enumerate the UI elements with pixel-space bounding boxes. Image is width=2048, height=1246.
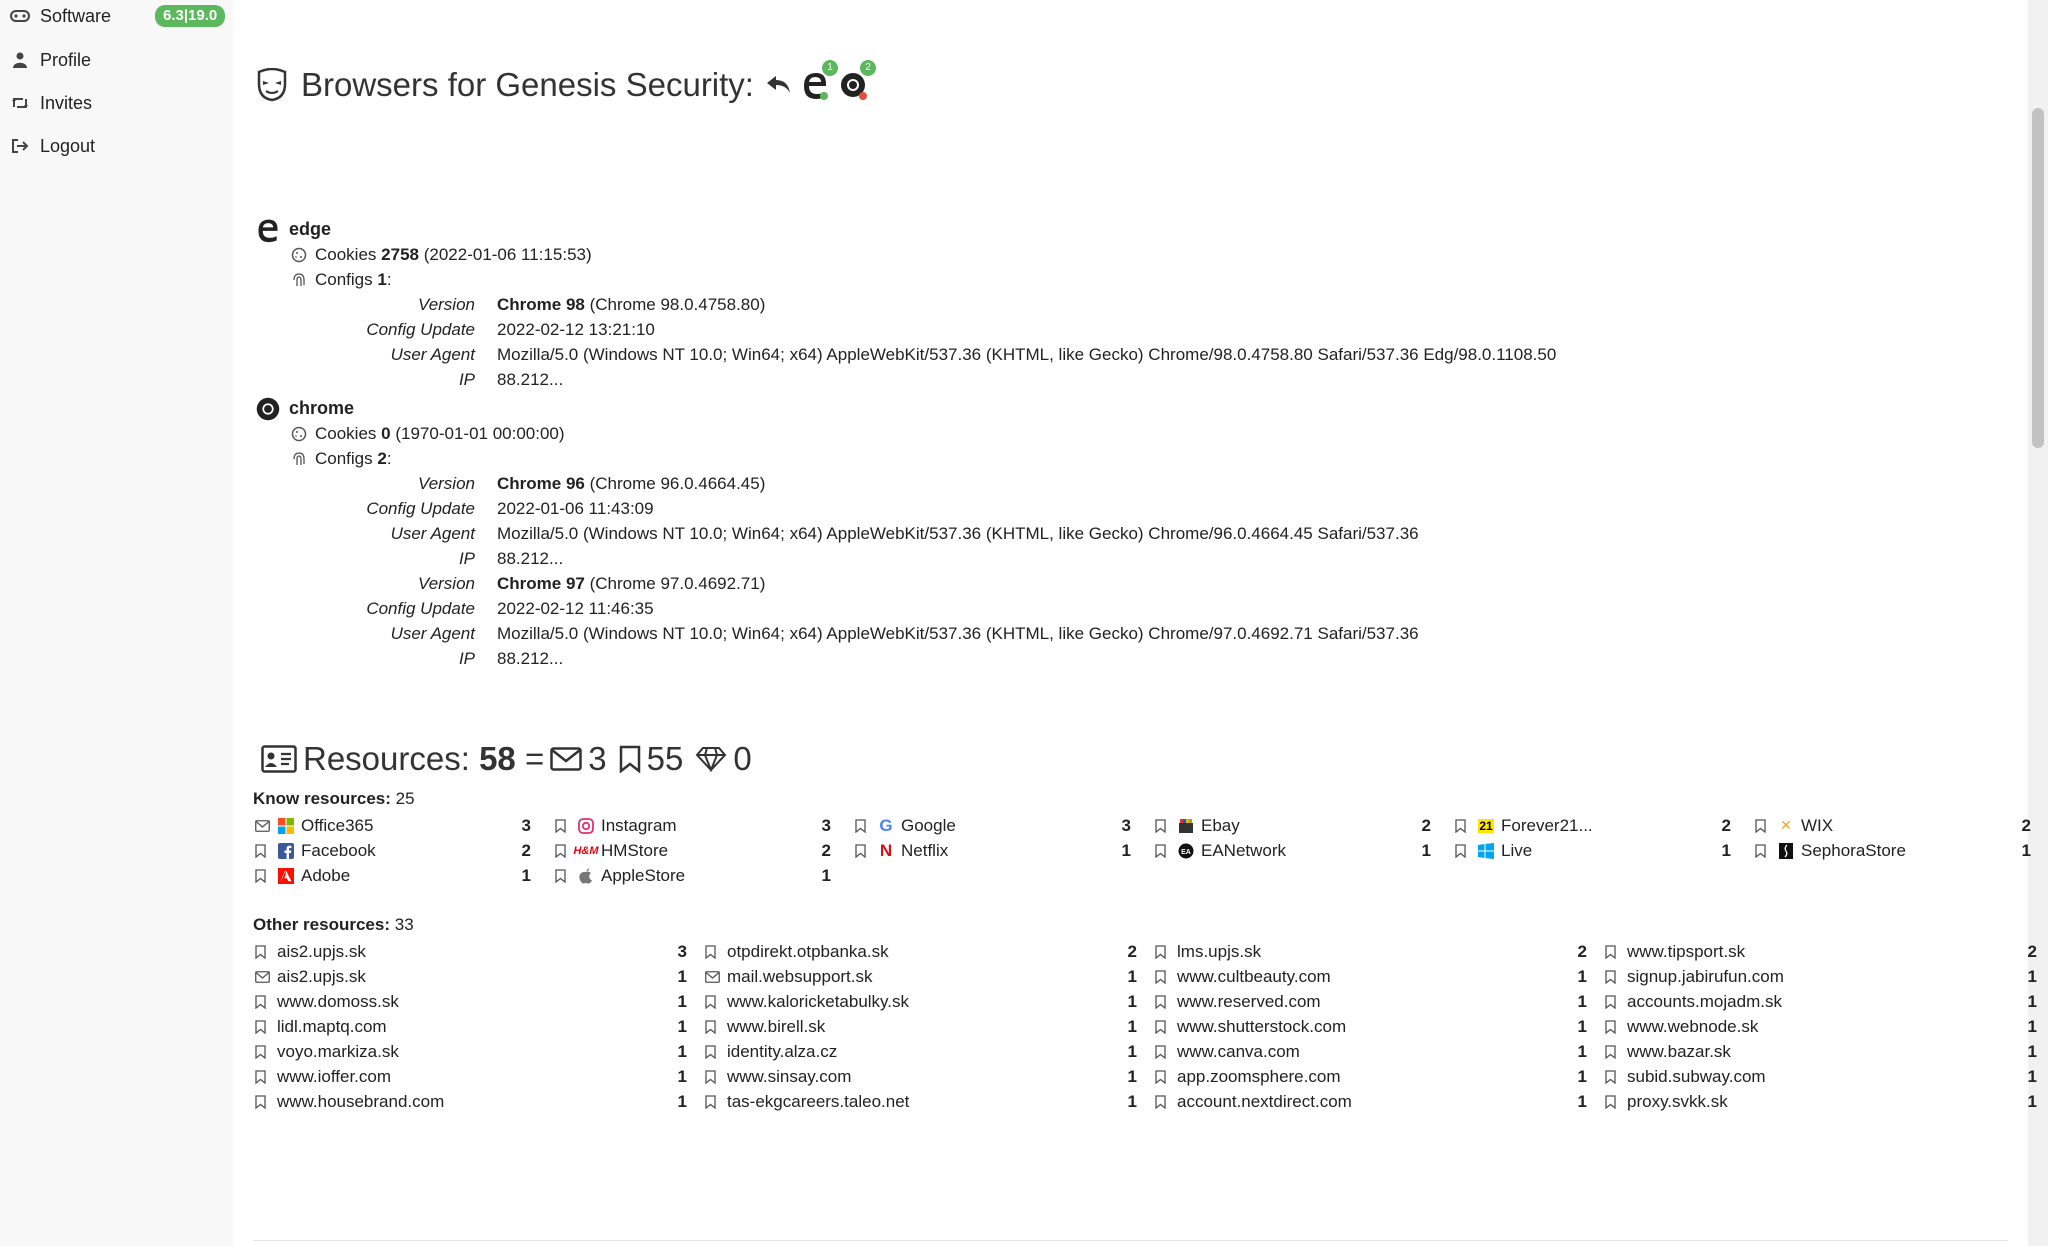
cookie-icon — [291, 247, 307, 263]
bookmark-icon — [1605, 970, 1627, 984]
resource-item[interactable] — [1605, 1039, 2048, 1064]
config-key: Config Update — [366, 319, 475, 339]
resource-item[interactable] — [1155, 1039, 1605, 1064]
known-label: Know resources: — [253, 789, 391, 808]
anonymous-mask-icon — [255, 68, 289, 102]
bookmark-icon — [1755, 844, 1777, 858]
ip-value: 88.212... — [497, 548, 564, 568]
cookies-label: Cookies — [315, 244, 377, 264]
resource-name[interactable]: voyo.markiza.sk — [277, 1041, 399, 1061]
page-title — [255, 60, 871, 110]
browser-section-edge — [255, 217, 1556, 392]
configs-line: Configs 2 : — [291, 446, 1419, 471]
resources-title — [255, 737, 752, 781]
bookmark-icon — [1605, 995, 1627, 1009]
resource-name[interactable]: Office365 — [301, 815, 374, 835]
resource-count: 1 — [1577, 1091, 1587, 1111]
configs-count: 1 — [377, 269, 387, 289]
sidebar-item-label: Software — [40, 5, 112, 26]
bookmark-icon — [705, 1070, 727, 1084]
resource-count: 1 — [677, 1041, 687, 1061]
resource-name[interactable]: EANetwork — [1201, 840, 1287, 860]
resource-name[interactable]: www.tipsport.sk — [1627, 941, 1746, 961]
sign-out-icon — [10, 136, 30, 156]
config-version: Chrome 96 — [497, 473, 585, 493]
bookmark-icon — [255, 995, 277, 1009]
bookmark-icon — [1605, 1070, 1627, 1084]
resource-count: 3 — [677, 941, 687, 961]
envelope-icon — [255, 971, 277, 983]
config-version-detail: (Chrome 97.0.4692.71) — [589, 573, 766, 593]
cookies-line — [291, 242, 1556, 267]
resource-count: 1 — [1127, 1066, 1137, 1086]
resource-name[interactable]: subid.subway.com — [1627, 1066, 1766, 1086]
resource-count: 1 — [1421, 840, 1431, 860]
bookmark-icon — [1155, 844, 1177, 858]
bookmark-icon — [1155, 945, 1177, 959]
browser-name — [255, 217, 1556, 242]
user-icon — [10, 50, 30, 70]
resource-count: 1 — [2027, 991, 2037, 1011]
resource-item[interactable] — [1605, 1089, 2048, 1114]
resources-label: Resources: — [303, 740, 470, 777]
apple-icon — [577, 867, 595, 885]
config-update-row — [255, 496, 1419, 521]
bookmark-icon — [1605, 1045, 1627, 1059]
ip-value: 88.212... — [497, 369, 564, 389]
resource-count: 2 — [521, 840, 531, 860]
resource-count: 2 — [1127, 941, 1137, 961]
resource-name[interactable]: www.bazar.sk — [1627, 1041, 1731, 1061]
bookmark-icon — [555, 869, 577, 883]
facebook-icon — [277, 842, 295, 860]
resource-count: 1 — [677, 991, 687, 1011]
resource-count: 2 — [1421, 815, 1431, 835]
resource-count: 1 — [1577, 1066, 1587, 1086]
bookmark-icon — [705, 1020, 727, 1034]
cookie-icon — [291, 426, 307, 442]
resource-name[interactable]: mail.websupport.sk — [727, 966, 873, 986]
resource-count: 1 — [1577, 1041, 1587, 1061]
resource-name[interactable]: HMStore — [601, 840, 669, 860]
resource-count: 2 — [1721, 815, 1731, 835]
bookmark-icon — [1605, 945, 1627, 959]
bookmark-icon — [1455, 819, 1477, 833]
resource-name[interactable]: www.kaloricketabulky.sk — [727, 991, 910, 1011]
resource-name[interactable]: identity.alza.cz — [727, 1041, 838, 1061]
bookmark-icon — [255, 1020, 277, 1034]
retweet-icon — [10, 93, 30, 113]
bookmark-icon — [1605, 1095, 1627, 1109]
resource-name[interactable]: www.webnode.sk — [1627, 1016, 1759, 1036]
resource-name[interactable]: www.sinsay.com — [727, 1066, 852, 1086]
known-count: 25 — [395, 789, 415, 808]
resource-name[interactable]: Adobe — [301, 865, 351, 885]
resource-name[interactable]: account.nextdirect.com — [1177, 1091, 1352, 1111]
resource-count: 1 — [1121, 840, 1131, 860]
resource-count: 1 — [1577, 1016, 1587, 1036]
bookmark-icon — [855, 819, 877, 833]
bookmark-icon — [255, 869, 277, 883]
bookmark-icon — [1155, 995, 1177, 1009]
gamepad-icon — [10, 6, 30, 26]
resource-name[interactable]: otpdirekt.otpbanka.sk — [727, 941, 889, 961]
resource-item[interactable] — [1755, 838, 2048, 863]
config-update-row — [255, 317, 1556, 342]
bookmark-icon — [705, 995, 727, 1009]
resource-item[interactable] — [1155, 989, 1605, 1014]
config-version-detail: (Chrome 96.0.4664.45) — [589, 473, 766, 493]
config-key: IP — [458, 648, 475, 668]
edge-count-badge: 1 — [822, 60, 838, 76]
resource-item[interactable] — [1605, 964, 2048, 989]
resource-name[interactable]: app.zoomsphere.com — [1177, 1066, 1341, 1086]
scrollbar-thumb[interactable] — [2032, 108, 2044, 448]
sidebar-item-label: Logout — [40, 135, 96, 156]
resource-item[interactable] — [855, 813, 1155, 838]
config-update-row — [255, 596, 1419, 621]
resource-item[interactable] — [1455, 813, 1755, 838]
resource-count: 1 — [2027, 1091, 2037, 1111]
resource-name[interactable]: www.canva.com — [1177, 1041, 1300, 1061]
resource-count: 2 — [2027, 941, 2037, 961]
sidebar-item-invites[interactable] — [10, 83, 233, 123]
bookmark-icon — [1155, 1020, 1177, 1034]
bookmark-icon — [1155, 1095, 1177, 1109]
resource-item[interactable] — [255, 838, 555, 863]
bookmark-icon — [1155, 1045, 1177, 1059]
chrome-browser-icon[interactable] — [838, 62, 871, 100]
forever21-icon: 21 — [1479, 818, 1493, 833]
browser-name-text: edge — [289, 219, 332, 239]
resource-name[interactable]: www.domoss.sk — [277, 991, 399, 1011]
bookmark-icon — [1755, 819, 1777, 833]
sephora-icon — [1777, 842, 1795, 860]
resource-item[interactable] — [255, 989, 705, 1014]
resource-item[interactable] — [1155, 1064, 1605, 1089]
resource-item[interactable] — [705, 1039, 1155, 1064]
resources-equals: = — [524, 740, 545, 777]
bookmark-icon — [255, 844, 277, 858]
resource-count: 1 — [677, 1066, 687, 1086]
adobe-icon — [277, 867, 295, 885]
gem-count: 0 — [733, 740, 752, 777]
resource-name[interactable]: signup.jabirufun.com — [1627, 966, 1784, 986]
user-agent-row — [255, 342, 1556, 367]
config-key: User Agent — [390, 523, 475, 543]
resource-name[interactable]: www.shutterstock.com — [1177, 1016, 1347, 1036]
bookmark-icon — [1155, 970, 1177, 984]
svg-text:EA: EA — [1181, 848, 1191, 856]
resource-item[interactable] — [1155, 939, 1605, 964]
reply-all-icon[interactable] — [764, 66, 792, 104]
resource-count: 3 — [821, 815, 831, 835]
resource-item[interactable] — [1155, 813, 1455, 838]
edge-icon — [255, 217, 281, 243]
config-version-row — [255, 292, 1556, 317]
resource-item[interactable] — [1605, 1064, 2048, 1089]
other-count: 33 — [394, 915, 414, 934]
config-version-row — [255, 571, 1419, 596]
chrome-count-badge: 2 — [860, 60, 876, 76]
resource-name[interactable]: accounts.mojadm.sk — [1627, 991, 1782, 1011]
google-icon: G — [879, 815, 893, 835]
fingerprint-icon — [291, 451, 307, 467]
resource-name[interactable]: SephoraStore — [1801, 840, 1906, 860]
resource-count: 3 — [1121, 815, 1131, 835]
resource-count: 2 — [821, 840, 831, 860]
resource-item[interactable] — [1755, 813, 2048, 838]
resource-name[interactable]: Ebay — [1201, 815, 1240, 835]
configs-label: Configs — [315, 269, 373, 289]
config-version: Chrome 98 — [497, 294, 585, 314]
envelope-icon — [550, 747, 582, 771]
resource-item[interactable] — [255, 813, 555, 838]
bookmark-icon — [1455, 844, 1477, 858]
resource-name[interactable]: www.birell.sk — [727, 1016, 826, 1036]
bookmark-icon — [255, 945, 277, 959]
resource-item[interactable] — [255, 939, 705, 964]
resource-count: 1 — [677, 966, 687, 986]
resource-name[interactable]: Facebook — [301, 840, 376, 860]
configs-line: Configs 1 : — [291, 267, 1556, 292]
browser-name — [255, 396, 1419, 421]
resource-name[interactable]: lms.upjs.sk — [1177, 941, 1262, 961]
mail-count: 3 — [588, 740, 607, 777]
resource-count: 2 — [1577, 941, 1587, 961]
page-title-text: Browsers for Genesis Security: — [301, 66, 754, 103]
resource-count: 1 — [1127, 1016, 1137, 1036]
config-version: Chrome 97 — [497, 573, 585, 593]
sidebar-item-label: Profile — [40, 49, 92, 70]
bookmark-icon — [705, 1095, 727, 1109]
resource-name[interactable]: proxy.svkk.sk — [1627, 1091, 1728, 1111]
resource-item[interactable] — [1605, 939, 2048, 964]
bookmark-icon — [1605, 1020, 1627, 1034]
resource-count: 1 — [677, 1091, 687, 1111]
resource-count: 3 — [521, 815, 531, 835]
resource-name[interactable]: www.housebrand.com — [277, 1091, 445, 1111]
resource-name[interactable]: lidl.maptq.com — [277, 1016, 387, 1036]
resource-name[interactable]: Live — [1501, 840, 1533, 860]
main-content — [233, 0, 2037, 1246]
resource-item[interactable] — [1155, 838, 1455, 863]
ip-row — [255, 646, 1419, 671]
resource-count: 1 — [521, 865, 531, 885]
user-agent-value: Mozilla/5.0 (Windows NT 10.0; Win64; x64) AppleWebKit/537.36 (KHTML, like Gecko) Chrome/97.0.4692.71 Safari/537.36 — [497, 623, 1419, 643]
resource-item[interactable] — [705, 989, 1155, 1014]
bookmark-icon — [255, 1070, 277, 1084]
configs-count: 2 — [377, 448, 387, 468]
resource-item[interactable] — [705, 1014, 1155, 1039]
resource-item[interactable] — [255, 1089, 705, 1114]
resource-item[interactable] — [255, 1039, 705, 1064]
resource-item[interactable] — [855, 838, 1155, 863]
resource-name[interactable]: www.ioffer.com — [277, 1066, 392, 1086]
resource-name[interactable]: AppleStore — [601, 865, 686, 885]
resource-count: 1 — [1721, 840, 1731, 860]
resource-item[interactable] — [1155, 1089, 1605, 1114]
config-version-detail: (Chrome 98.0.4758.80) — [589, 294, 766, 314]
config-key: IP — [458, 369, 475, 389]
ip-value: 88.212... — [497, 648, 564, 668]
resource-count: 1 — [1577, 991, 1587, 1011]
bookmark-icon — [255, 1045, 277, 1059]
resource-count: 1 — [1577, 966, 1587, 986]
chrome-icon — [255, 396, 281, 422]
ebay-icon — [1177, 817, 1195, 835]
wix-icon: ✕ — [1780, 817, 1792, 833]
bookmark-icon — [855, 844, 877, 858]
config-key: User Agent — [390, 623, 475, 643]
config-version-row — [255, 471, 1419, 496]
resource-item[interactable] — [1605, 1014, 2048, 1039]
resource-count: 1 — [1127, 1041, 1137, 1061]
resource-item[interactable] — [705, 964, 1155, 989]
bookmark-icon — [555, 819, 577, 833]
config-update-value: 2022-02-12 13:21:10 — [497, 319, 655, 339]
bookmark-count: 55 — [646, 740, 684, 777]
resource-item[interactable] — [255, 863, 555, 888]
other-resources-heading — [253, 915, 414, 935]
resource-count: 1 — [2027, 966, 2037, 986]
bookmark-icon — [705, 945, 727, 959]
config-update-value: 2022-01-06 11:43:09 — [497, 498, 654, 518]
cookies-count: 2758 — [381, 244, 419, 264]
sidebar-item-profile[interactable] — [10, 40, 233, 80]
resource-count: 2 — [2021, 815, 2031, 835]
resource-count: 1 — [1127, 991, 1137, 1011]
resource-item[interactable] — [255, 1014, 705, 1039]
resource-count: 1 — [2027, 1066, 2037, 1086]
edge-browser-icon[interactable] — [800, 62, 833, 100]
resource-item[interactable] — [1455, 838, 1755, 863]
resource-name[interactable]: Google — [901, 815, 956, 835]
resource-item[interactable] — [555, 863, 855, 888]
bookmark-icon — [705, 1045, 727, 1059]
resource-item[interactable] — [705, 1064, 1155, 1089]
sidebar-item-label: Invites — [40, 92, 93, 113]
user-agent-row — [255, 521, 1419, 546]
resource-count: 1 — [2021, 840, 2031, 860]
netflix-icon: N — [879, 840, 893, 860]
configs-label: Configs — [315, 448, 373, 468]
resource-item[interactable] — [1155, 1014, 1605, 1039]
resource-item[interactable] — [555, 813, 855, 838]
config-key: Config Update — [366, 498, 475, 518]
config-key: Version — [417, 573, 475, 593]
version-badge: 6.3|19.0 — [155, 5, 225, 27]
resource-count: 1 — [1127, 1091, 1137, 1111]
user-agent-row — [255, 621, 1419, 646]
resource-item[interactable] — [555, 838, 855, 863]
resource-count: 1 — [821, 865, 831, 885]
user-agent-value: Mozilla/5.0 (Windows NT 10.0; Win64; x64) AppleWebKit/537.36 (KHTML, like Gecko) Chrome/98.0.4758.80 Safari/537.36 Edg/98.0.1108.50 — [497, 344, 1557, 364]
resource-count: 1 — [2027, 1041, 2037, 1061]
cookies-line — [291, 421, 1419, 446]
cookies-date: (1970-01-01 00:00:00) — [395, 423, 565, 443]
resource-name[interactable]: ais2.upjs.sk — [277, 966, 366, 986]
cookies-label: Cookies — [315, 423, 377, 443]
bookmark-icon — [1155, 1070, 1177, 1084]
resource-item[interactable] — [705, 939, 1155, 964]
envelope-icon — [255, 820, 277, 832]
windows-icon — [1477, 842, 1495, 860]
config-key: IP — [458, 548, 475, 568]
gem-icon — [695, 746, 727, 772]
hm-icon: H&M — [573, 844, 599, 857]
envelope-icon — [705, 971, 727, 983]
ea-icon — [1177, 842, 1195, 860]
known-resources-heading — [253, 789, 415, 809]
config-key: User Agent — [390, 344, 475, 364]
fingerprint-icon — [291, 272, 307, 288]
id-card-icon — [261, 745, 297, 773]
bookmark-icon — [1155, 819, 1177, 833]
resource-count: 1 — [1127, 966, 1137, 986]
resource-item[interactable] — [1605, 989, 2048, 1014]
other-label: Other resources: — [253, 915, 390, 934]
resource-count: 1 — [677, 1016, 687, 1036]
resource-name[interactable]: WIX — [1801, 815, 1834, 835]
sidebar-item-logout[interactable] — [10, 126, 233, 166]
resource-name[interactable]: Forever21... — [1501, 815, 1593, 835]
office365-icon — [277, 817, 295, 835]
bookmark-icon — [255, 1095, 277, 1109]
resource-name[interactable]: ais2.upjs.sk — [277, 941, 366, 961]
config-update-value: 2022-02-12 11:46:35 — [497, 598, 654, 618]
divider — [253, 1240, 2008, 1241]
resource-item[interactable] — [705, 1089, 1155, 1114]
config-key: Config Update — [366, 598, 475, 618]
bookmark-icon — [619, 745, 641, 773]
resource-name[interactable]: Netflix — [901, 840, 949, 860]
resources-total: 58 — [479, 740, 516, 777]
resource-name[interactable]: Instagram — [601, 815, 677, 835]
config-key: Version — [417, 473, 475, 493]
resource-item[interactable] — [255, 964, 705, 989]
resource-name[interactable]: tas-ekgcareers.taleo.net — [727, 1091, 910, 1111]
browser-name-text: chrome — [289, 398, 355, 418]
resource-name[interactable]: www.cultbeauty.com — [1177, 966, 1331, 986]
cookies-count: 0 — [381, 423, 391, 443]
ip-row — [255, 367, 1556, 392]
ip-row — [255, 546, 1419, 571]
cookies-date: (2022-01-06 11:15:53) — [423, 244, 592, 264]
browser-section-chrome — [255, 396, 1419, 671]
resource-item[interactable] — [255, 1064, 705, 1089]
resource-item[interactable] — [1155, 964, 1605, 989]
resource-count: 1 — [2027, 1016, 2037, 1036]
user-agent-value: Mozilla/5.0 (Windows NT 10.0; Win64; x64) AppleWebKit/537.36 (KHTML, like Gecko) Chrome/96.0.4664.45 Safari/537.36 — [497, 523, 1419, 543]
config-key: Version — [417, 294, 475, 314]
sidebar — [0, 0, 233, 1246]
instagram-icon — [577, 817, 595, 835]
resource-name[interactable]: www.reserved.com — [1177, 991, 1321, 1011]
